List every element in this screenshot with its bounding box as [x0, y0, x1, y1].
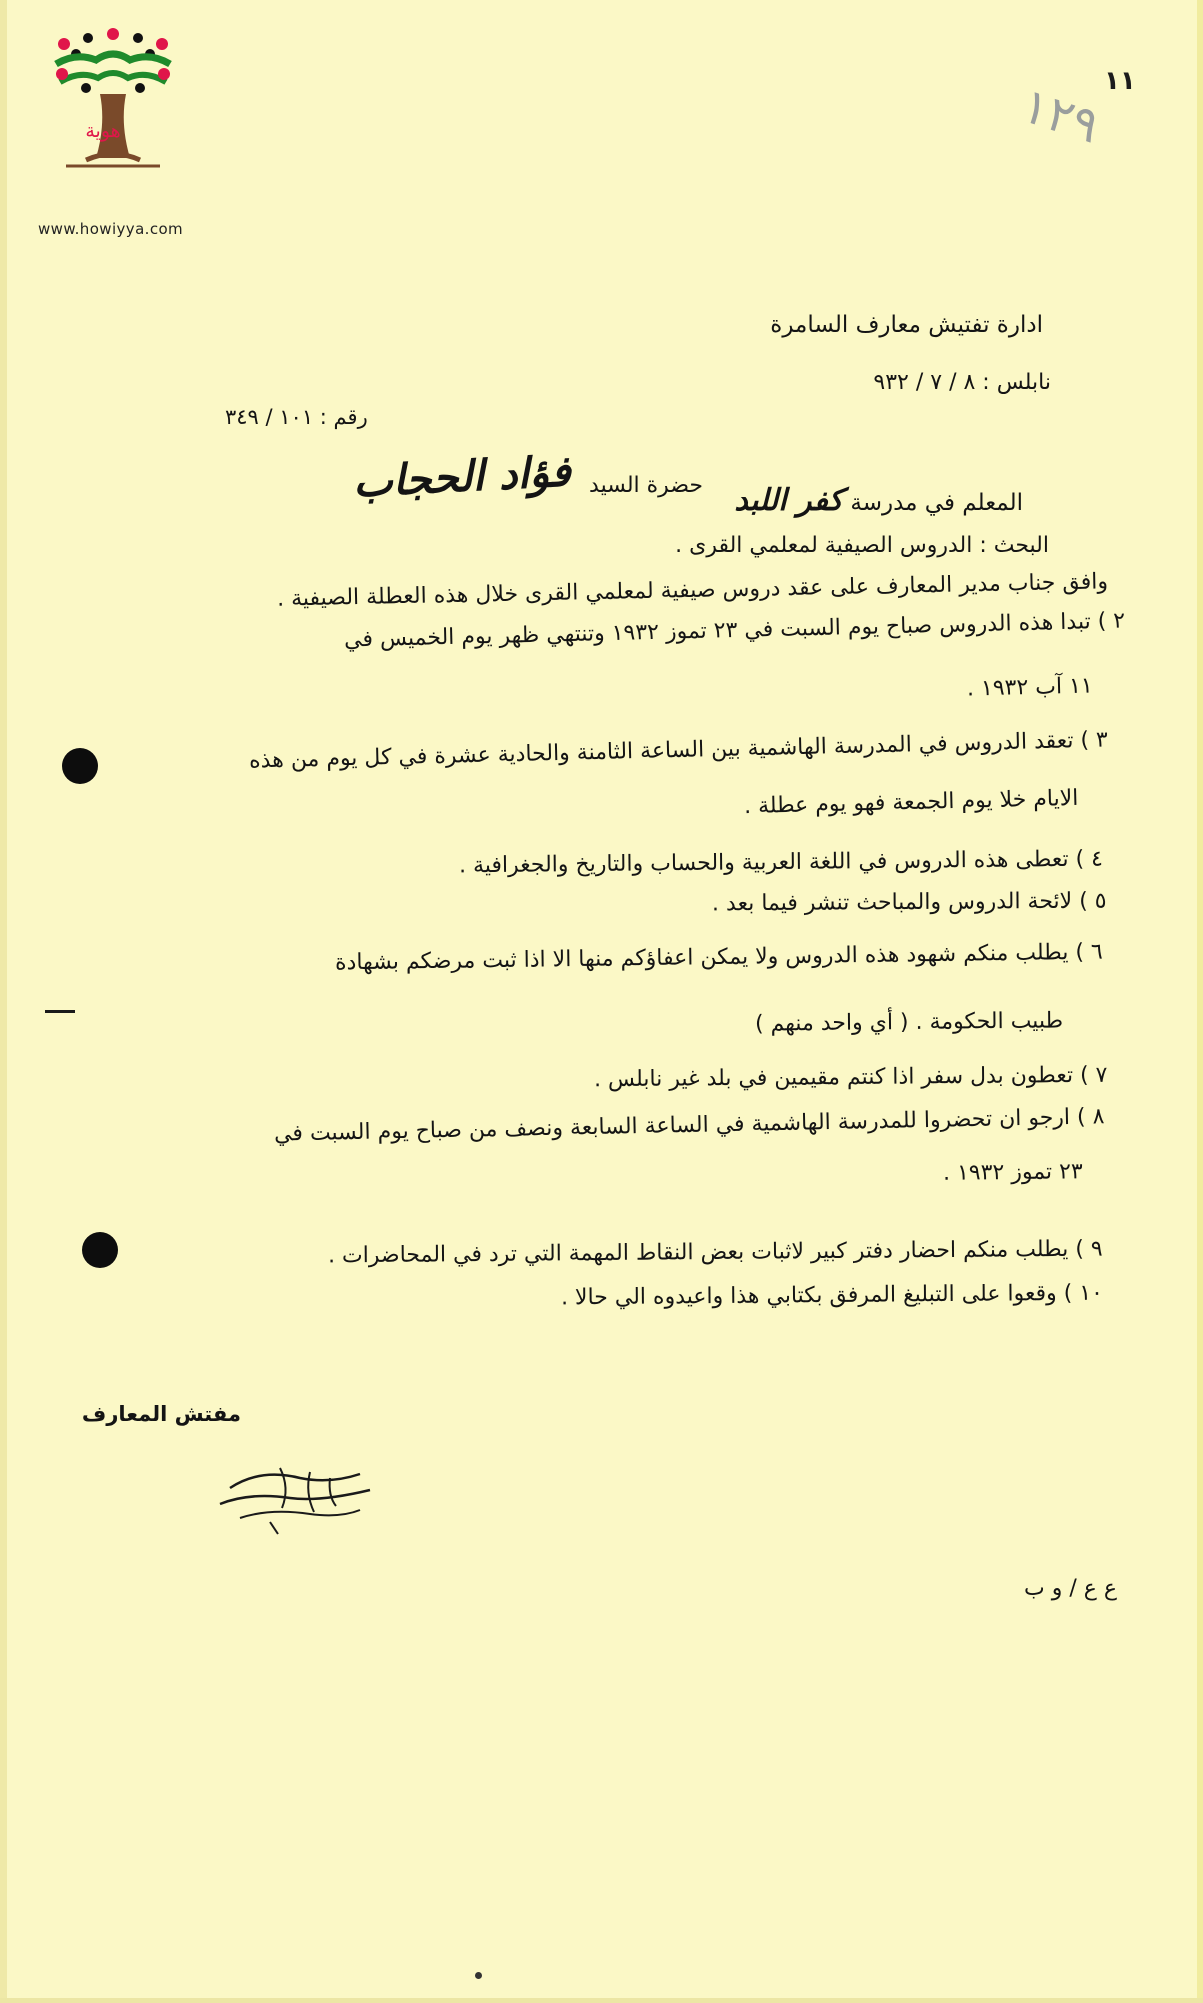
body-line: ١٠ ) وقعوا على التبليغ المرفق بكتابي هذا واعيدوه الي حالا .	[560, 1280, 1104, 1311]
margin-dash	[45, 1010, 75, 1013]
reference-number: رقم : ١٠١ / ٣٤٩	[225, 405, 368, 429]
punch-hole	[62, 748, 98, 784]
paper-edge-right	[1197, 0, 1203, 2003]
body-line: ٧ ) تعطون بدل سفر اذا كنتم مقيمين في بلد غير نابلس .	[593, 1062, 1108, 1093]
paper-edge-bottom	[0, 1998, 1203, 2003]
body-line: وافق جناب مدير المعارف على عقد دروس صيفية لمعلمي القرى خلال هذه العطلة الصيفية .	[276, 569, 1109, 612]
paper-edge-left	[0, 0, 7, 2003]
letter-subject: البحث : الدروس الصيفية لمعلمي القرى .	[675, 533, 1049, 558]
howiyya-logo[interactable]	[38, 24, 188, 238]
body-line: ٢٣ تموز ١٩٣٢ .	[943, 1159, 1084, 1186]
body-line: ٨ ) ارجو ان تحضروا للمدرسة الهاشمية في الساعة السابعة ونصف من صباح يوم السبت في	[274, 1104, 1106, 1147]
addressee-role-text: المعلم في مدرسة	[850, 490, 1023, 516]
body-line: ٢ ) تبدا هذه الدروس صباح يوم السبت في ٢٣ تموز ١٩٣٢ وتنتهي ظهر يوم الخميس في	[343, 608, 1126, 653]
addressee-name: فؤاد الحجاب	[352, 446, 573, 507]
family-tree-icon	[46, 24, 180, 194]
addressee-role	[734, 483, 1023, 518]
addressee-salutation: حضرة السيد	[589, 473, 703, 498]
body-line: طبيب الحكومة . ( أي واحد منهم )	[754, 1008, 1064, 1037]
archive-corner-mark: ١١	[1104, 66, 1136, 96]
handwritten-signature	[210, 1448, 390, 1538]
body-line: الايام خلا يوم الجمعة فهو يوم عطلة .	[743, 785, 1079, 820]
body-line: ٩ ) يطلب منكم احضار دفتر كبير لاثبات بعض النقاط المهمة التي ترد في المحاضرات .	[328, 1236, 1104, 1269]
body-line: ٦ ) يطلب منكم شهود هذه الدروس ولا يمكن اعفاؤكم منها الا اذا ثبت مرضكم بشهادة	[335, 939, 1104, 976]
signatory-title: مفتش المعارف	[81, 1402, 241, 1426]
body-line: ٤ ) تعطى هذه الدروس في اللغة العربية والحساب والتاريخ والجغرافية .	[458, 846, 1104, 879]
paper-speck	[475, 1972, 482, 1979]
punch-hole	[82, 1232, 118, 1268]
archive-number: ١٢٩	[1015, 77, 1107, 155]
body-line: ١١ آب ١٩٣٢ .	[966, 673, 1094, 702]
letter-date: نابلس : ٨ / ٧ / ٩٣٢	[873, 370, 1051, 395]
body-line: ٣ ) تعقد الدروس في المدرسة الهاشمية بين الساعة الثامنة والحادية عشرة في كل يوم من هذه	[248, 727, 1109, 774]
logo-wordmark: هوية	[85, 120, 121, 142]
issuing-office: ادارة تفتيش معارف السامرة	[770, 312, 1043, 338]
footer-code: ع ع / و ب	[1024, 1576, 1117, 1601]
logo-url[interactable]: www.howiyya.com	[38, 220, 184, 238]
body-line: ٥ ) لائحة الدروس والمباحث تنشر فيما بعد .	[712, 888, 1108, 917]
addressee-school: كفر اللبد	[734, 483, 844, 518]
